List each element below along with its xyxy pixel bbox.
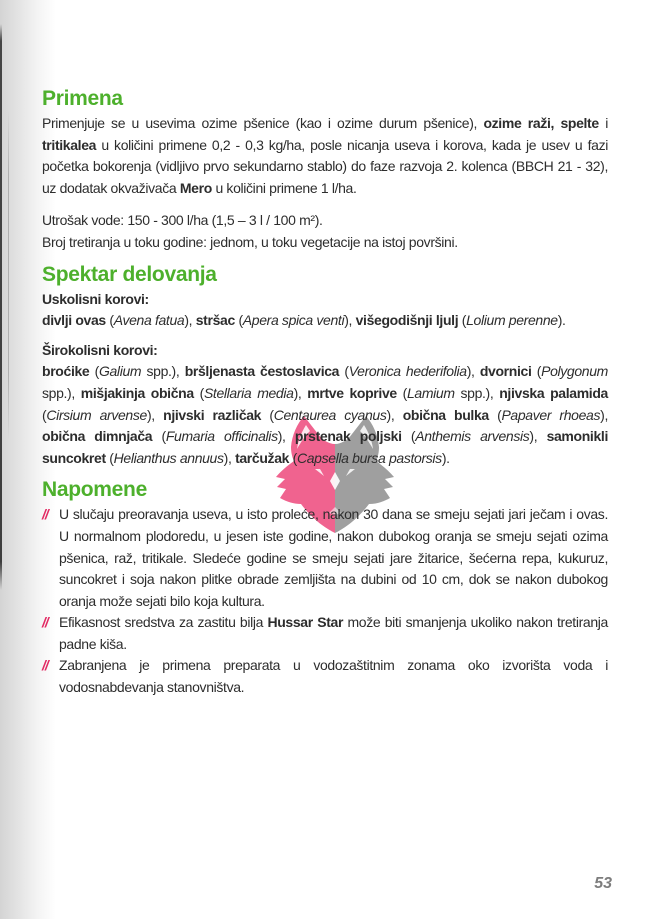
page-crease-line: [8, 110, 9, 440]
note-text: U slučaju preoravanja useva, u isto proleće, nakon 30 dana se smeju sejati jari ječam i ovas. U normalnom plodoredu, u jesen iste godine, nakon dubokog oranja se smeju sejati ozima pšenica, raž, tritikale. Sledeće godine se smeju sejati jare žitarice, šećerna repa, kukuruz, suncokret i soja nakon plitke obrade zemljišta na dubini od 10 cm, dok se nakon dubokog oranja može sejati bilo koja kultura.: [59, 506, 608, 609]
treatments-per-year-line: Broj tretiranja u toku godine: jednom, u toku vegetacije na istoj površini.: [42, 233, 458, 250]
broadleaf-weeds-list: broćike (Galium spp.), bršljenasta čestoslavica (Veronica hederifolia), dvornici (Polygonum spp.), mišjakinja obična (Stellaria media), mrtve koprive (Lamium spp.), njivska palamida (Cirsium arvense), njivski različak (Centaurea cyanus), obična bulka (Papaver rhoeas), obična dimnjača (Fumaria officinalis), prstenak poljski (Anthemis arvensis), samonikli suncokret (Helianthus annuus), tarčužak (Capsella bursa pastorsis).: [42, 363, 608, 466]
note-item: [42, 612, 608, 655]
note-text: Efikasnost sredstva za zastitu bilja Hussar Star može biti smanjenja ukoliko nakon tretiranja padne kiša.: [59, 614, 608, 652]
water-usage-line: Utrošak vode: 150 - 300 l/ha (1,5 – 3 l / 100 m²).: [42, 212, 323, 229]
page-edge-line: [0, 24, 2, 590]
note-item: [42, 504, 608, 612]
page-number: 53: [594, 875, 612, 892]
page-content: [42, 87, 608, 699]
primena-paragraph: Primenjuje se u usevima ozime pšenice (kao i ozime durum pšenice), ozime raži, spelte i tritikalea u količini primene 0,2 - 0,3 kg/ha, posle nicanja useva i korova, kada je usev u fazi početka bokorenja (vidljivo prvo sekundarno stablo) do faze razvoja 2. kolenca (BBCH 21 - 32), uz dodatak okvaživača Mero u količini primene 1 l/ha.: [42, 115, 608, 196]
section-title-primena: Primena: [42, 87, 123, 110]
section-title-napomene: Napomene: [42, 478, 147, 502]
note-item: [42, 655, 608, 698]
broadleaf-weeds-label: Širokolisni korovi:: [42, 341, 158, 358]
narrowleaf-weeds-label: Uskolisni korovi:: [42, 290, 149, 307]
section-title-spektar-delovanja: Spektar delovanja: [42, 262, 217, 286]
narrowleaf-weeds-list: divlji ovas (Avena fatua), stršac (Apera spica venti), višegodišnji ljulj (Lolium perenne).: [42, 312, 566, 329]
double-slash-bullet-icon: //: [42, 506, 48, 523]
note-text: Zabranjena je primena preparata u vodozaštitnim zonama oko izvorišta voda i vodosnabdevanja stanovništva.: [59, 657, 608, 696]
double-slash-bullet-icon: //: [42, 657, 48, 674]
double-slash-bullet-icon: //: [42, 614, 48, 631]
